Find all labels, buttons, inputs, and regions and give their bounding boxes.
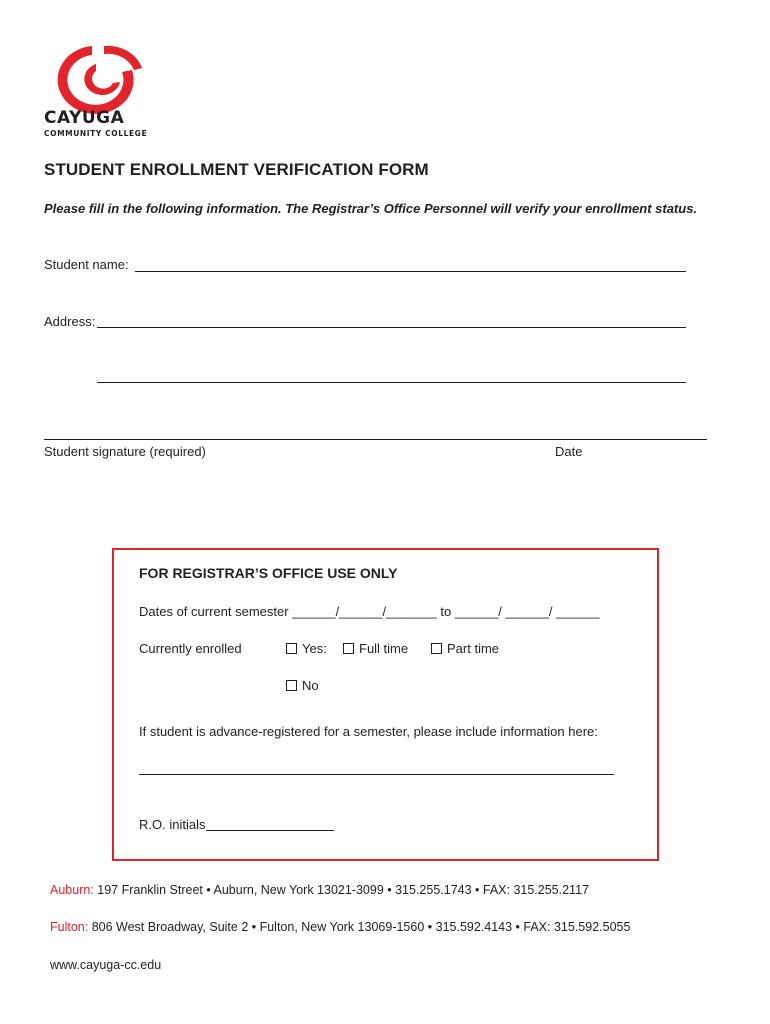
no-label: No <box>302 678 319 693</box>
registrar-office-box <box>112 548 659 861</box>
no-checkbox[interactable] <box>286 680 297 691</box>
advance-registered-label: If student is advance-registered for a semester, please include information here: <box>139 724 598 739</box>
logo-subtitle: COMMUNITY COLLEGE <box>44 129 148 138</box>
footer-website-link[interactable]: www.cayuga-cc.edu <box>50 958 162 972</box>
fulton-address: 806 West Broadway, Suite 2 • Fulton, New York 13069-1560 • 315.592.4143 • FAX: 315.592.5055 <box>91 920 631 934</box>
semester-dates-label: Dates of current semester <box>139 604 289 619</box>
student-name-label: Student name: <box>44 257 129 272</box>
yes-checkbox[interactable] <box>286 643 297 654</box>
auburn-address: 197 Franklin Street • Auburn, New York 13021-3099 • 315.255.1743 • FAX: 315.255.2117 <box>97 883 589 897</box>
part-time-label: Part time <box>447 641 500 656</box>
address-label: Address: <box>44 314 96 329</box>
auburn-label: Auburn: <box>50 883 94 897</box>
fulton-label: Fulton: <box>50 920 89 934</box>
currently-enrolled-label: Currently enrolled <box>139 641 242 656</box>
semester-dates-field[interactable]: ______/______/_______ to ______/ ______/ ______ <box>292 604 600 619</box>
full-time-option[interactable] <box>343 641 408 656</box>
student-name-field[interactable] <box>135 271 686 272</box>
yes-label: Yes: <box>302 641 327 656</box>
signature-label: Student signature (required) <box>44 444 206 459</box>
form-instructions: Please fill in the following information. The Registrar’s Office Personnel will verify your enrollment status. <box>44 201 698 216</box>
signature-field[interactable] <box>44 439 707 440</box>
advance-registered-field[interactable] <box>139 774 614 775</box>
yes-option[interactable] <box>286 641 327 656</box>
address-field-line-1[interactable] <box>97 327 686 328</box>
logo-wordmark: CAYUGA <box>44 108 125 128</box>
registrar-box-title: FOR REGISTRAR’S OFFICE USE ONLY <box>139 565 398 581</box>
footer-fulton <box>50 920 630 934</box>
semester-dates-row <box>139 604 599 619</box>
address-field-line-2[interactable] <box>97 382 686 383</box>
ro-initials-label: R.O. initials <box>139 817 206 832</box>
full-time-checkbox[interactable] <box>343 643 354 654</box>
part-time-checkbox[interactable] <box>431 643 442 654</box>
part-time-option[interactable] <box>431 641 499 656</box>
date-label: Date <box>555 444 583 459</box>
ro-initials-field[interactable] <box>206 830 334 831</box>
no-option[interactable] <box>286 678 319 693</box>
full-time-label: Full time <box>359 641 409 656</box>
form-title: STUDENT ENROLLMENT VERIFICATION FORM <box>44 160 429 179</box>
footer-auburn <box>50 883 589 897</box>
